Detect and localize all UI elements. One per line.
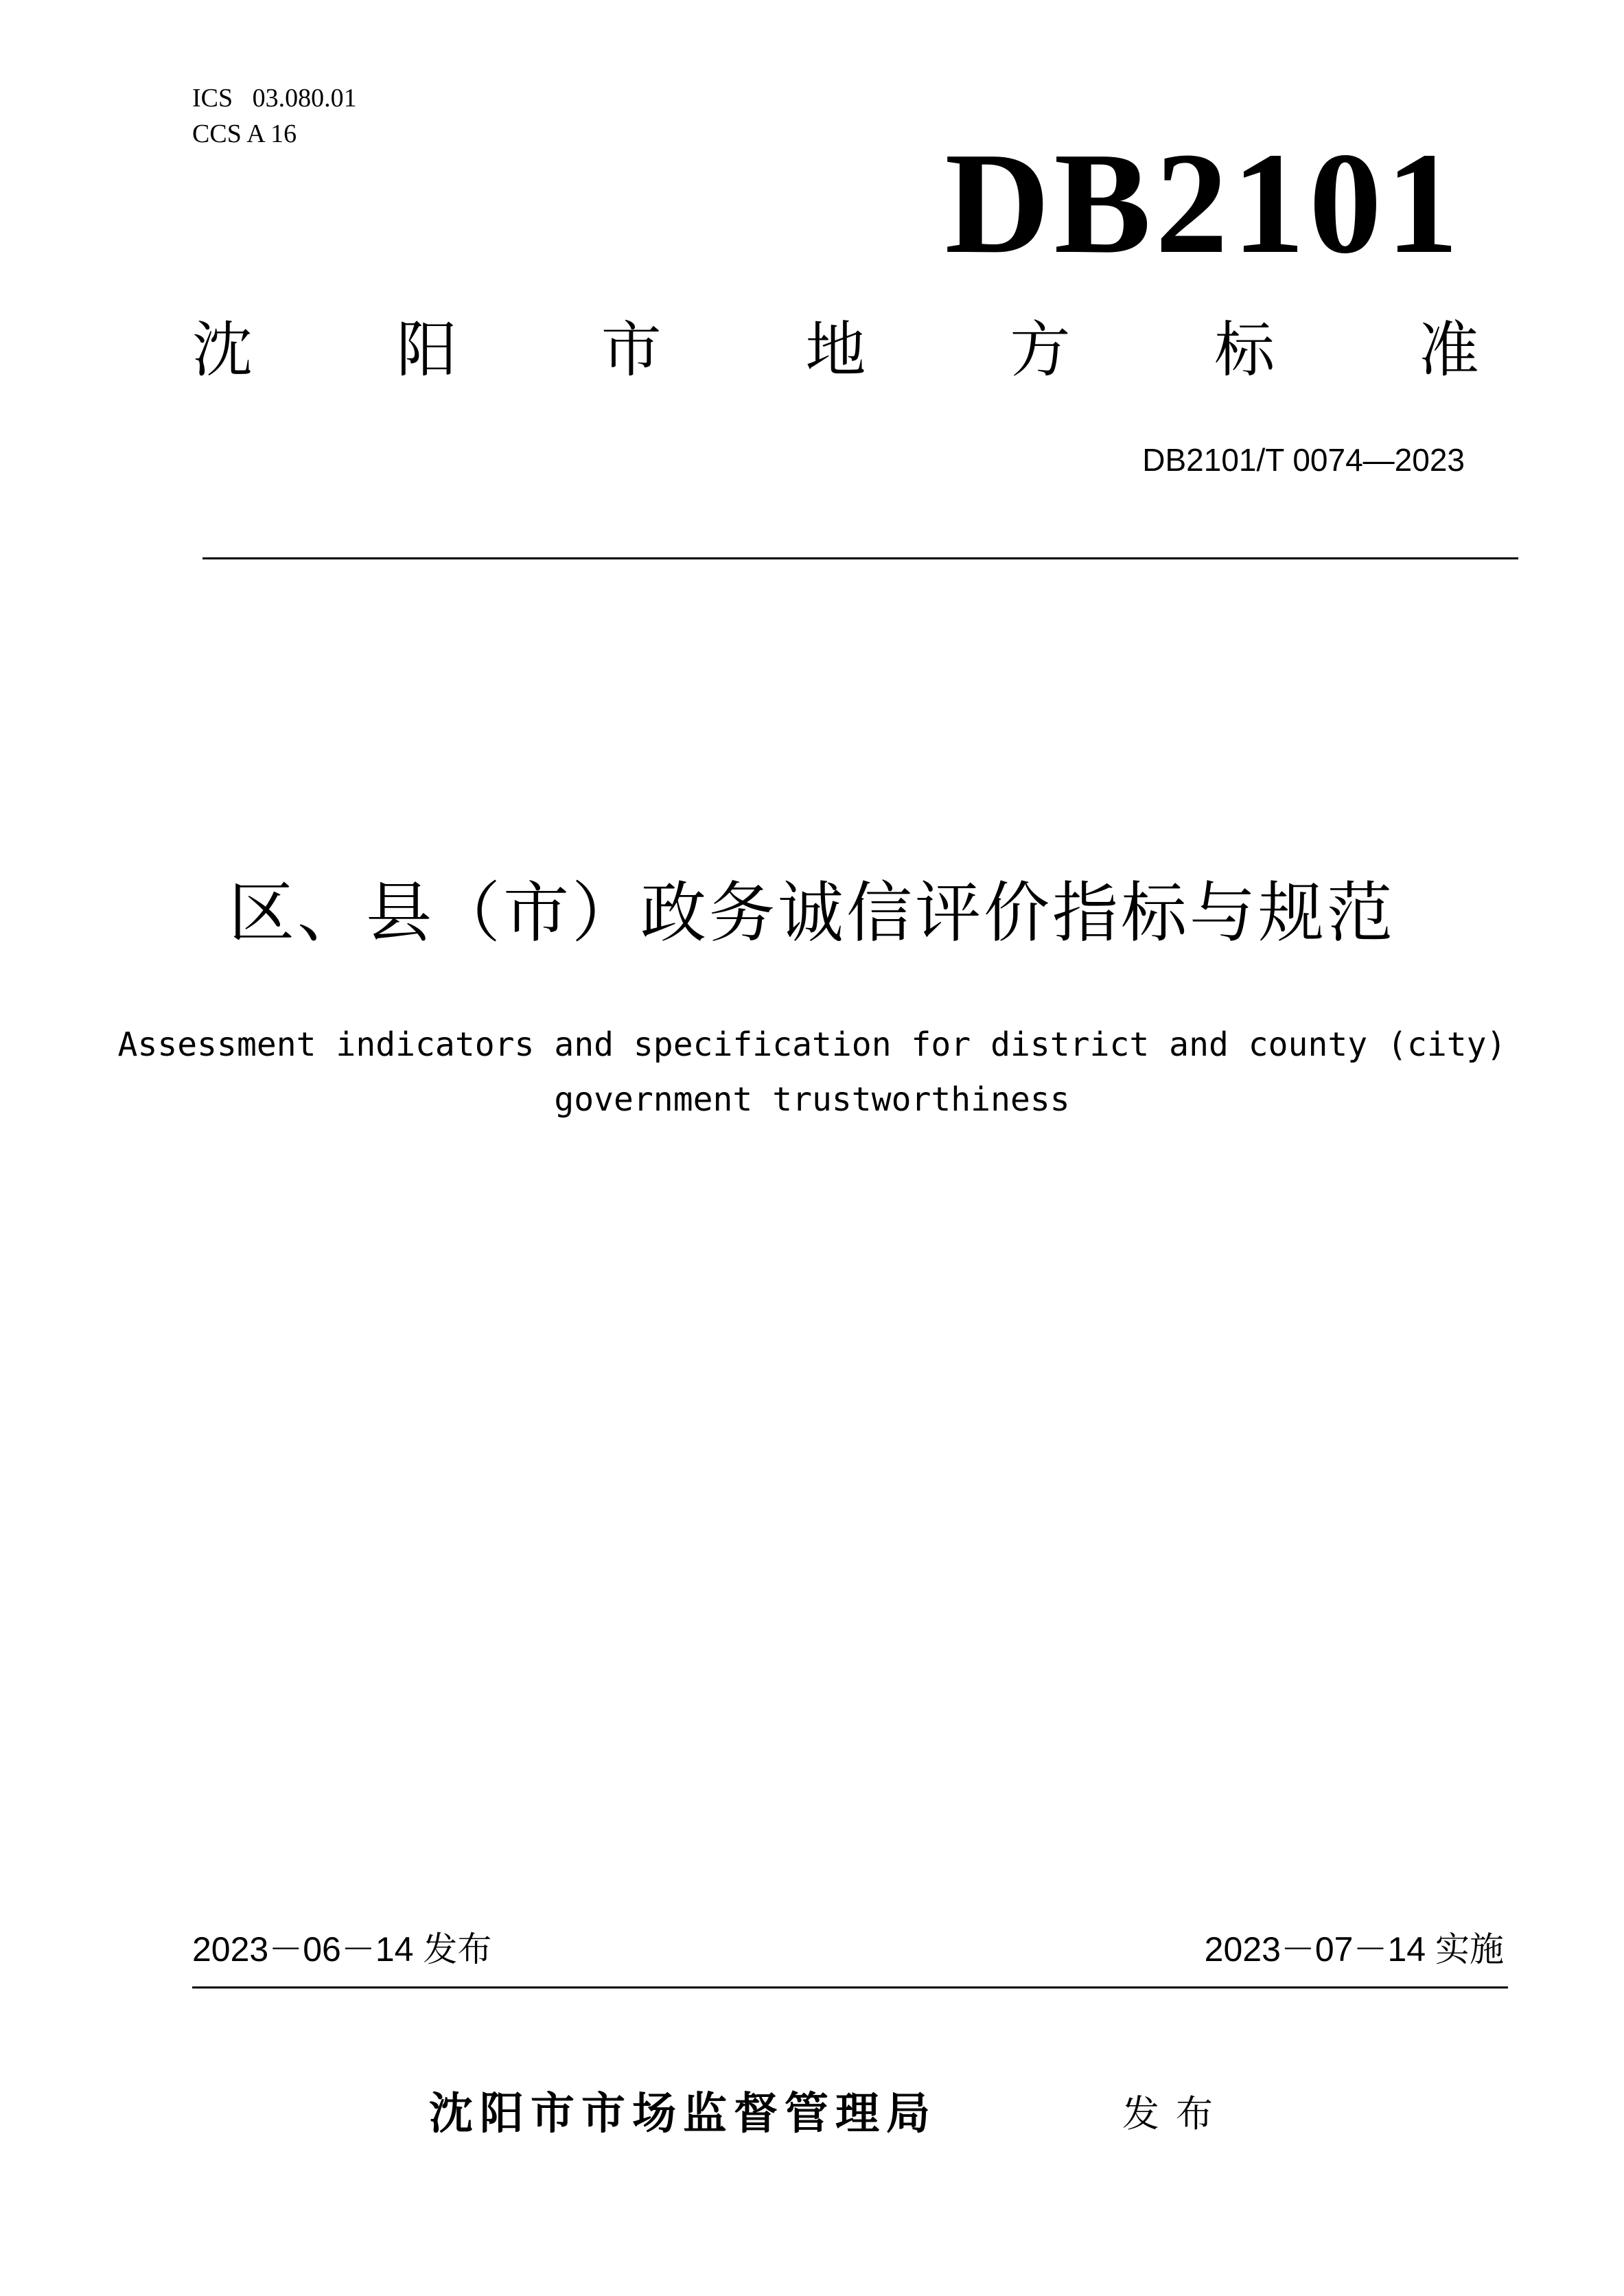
- publish-date: 2023－06－14 发布: [192, 1930, 492, 1969]
- standard-kind-char: 标: [1214, 314, 1275, 385]
- standard-kind-heading: [192, 312, 1479, 388]
- document-title-english-line2: government trustworthiness: [554, 1080, 1070, 1119]
- standard-kind-char: 准: [1418, 314, 1479, 385]
- standard-kind-char: 地: [805, 314, 866, 385]
- header-divider: [202, 557, 1518, 559]
- issue-verb: 发布: [1122, 2092, 1229, 2135]
- standard-number: DB2101/T 0074—2023: [1142, 442, 1465, 478]
- document-title-english-line1: Assessment indicators and specification for district and county (city): [117, 1025, 1507, 1064]
- document-title-chinese: 区、县（市）政务诚信评价指标与规范: [229, 874, 1395, 951]
- effective-date: 2023－07－14 实施: [1204, 1930, 1504, 1969]
- standard-kind-char: 市: [601, 314, 662, 385]
- standard-kind-char: 阳: [396, 314, 457, 385]
- footer-divider: [192, 1986, 1508, 1988]
- issuing-authority: 沈阳市市场监督管理局: [429, 2089, 937, 2140]
- standard-kind-char: 方: [1010, 314, 1071, 385]
- standard-kind-char: 沈: [192, 314, 253, 385]
- ccs-classification: CCS A 16: [192, 119, 297, 148]
- standard-code: DB2101: [944, 122, 1463, 283]
- ics-classification: ICS 03.080.01: [192, 84, 357, 113]
